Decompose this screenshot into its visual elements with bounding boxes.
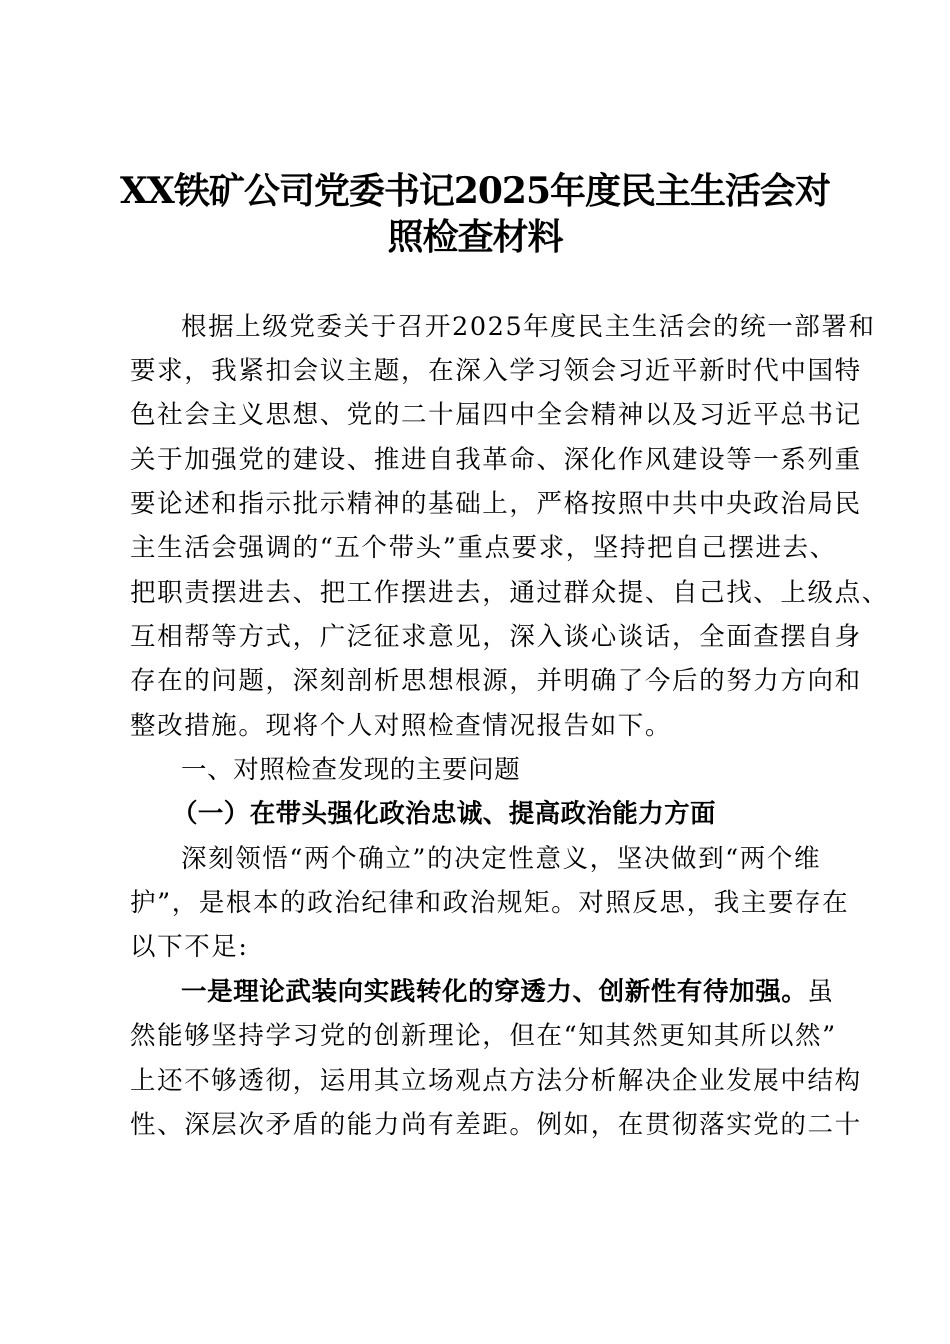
paragraph-line: 性、深层次矛盾的能力尚有差距。例如，在贯彻落实党的二十 (130, 1110, 862, 1140)
paragraph-line: 上还不够透彻，运用其立场观点方法分析解决企业发展中结构 (130, 1066, 862, 1096)
point-one-first-line-rest: 虽 (807, 977, 835, 1007)
paragraph-line: 以下不足: (130, 932, 249, 962)
point-one-lead: 一是理论武装向实践转化的穿透力、创新性有待加强。 (181, 977, 808, 1007)
document-title-line-1: XX铁矿公司党委书记2025年度民主生活会对 (119, 170, 831, 212)
paragraph-line: 根据上级党委关于召开2025年度民主生活会的统一部署和 (181, 312, 876, 342)
paragraph-line: 主生活会强调的“五个带头”重点要求，坚持把自己摆进去、 (130, 533, 837, 563)
paragraph-line: 要论述和指示批示精神的基础上，严格按照中共中央政治局民 (130, 489, 862, 519)
paragraph-line (181, 975, 901, 1009)
paragraph-line: 互相帮等方式，广泛征求意见，深入谈心谈话，全面查摆自身 (130, 622, 862, 652)
paragraph-line: 然能够坚持学习党的创新理论，但在“知其然更知其所以然” (130, 1021, 837, 1051)
paragraph-line: 整改措施。现将个人对照检查情况报告如下。 (130, 711, 673, 741)
paragraph-line: 深刻领悟“两个确立”的决定性意义，坚决做到“两个维 (181, 844, 822, 874)
section-heading: 一、对照检查发现的主要问题 (181, 755, 521, 785)
paragraph-line: 护”，是根本的政治纪律和政治规矩。对照反思，我主要存在 (130, 888, 850, 918)
subsection-heading: （一）在带头强化政治忠诚、提高政治能力方面 (172, 799, 716, 829)
paragraph-line: 色社会主义思想、党的二十届四中全会精神以及习近平总书记 (130, 400, 862, 430)
paragraph-line: 把职责摆进去、把工作摆进去，通过群众提、自己找、上级点、 (130, 578, 889, 608)
paragraph-line: 关于加强党的建设、推进自我革命、深化作风建设等一系列重 (130, 445, 862, 475)
paragraph-line: 存在的问题，深刻剖析思想根源，并明确了今后的努力方向和 (130, 666, 862, 696)
document-title-line-2: 照检查材料 (387, 216, 563, 258)
paragraph-line: 要求，我紧扣会议主题，在深入学习领会习近平新时代中国特 (130, 356, 862, 386)
